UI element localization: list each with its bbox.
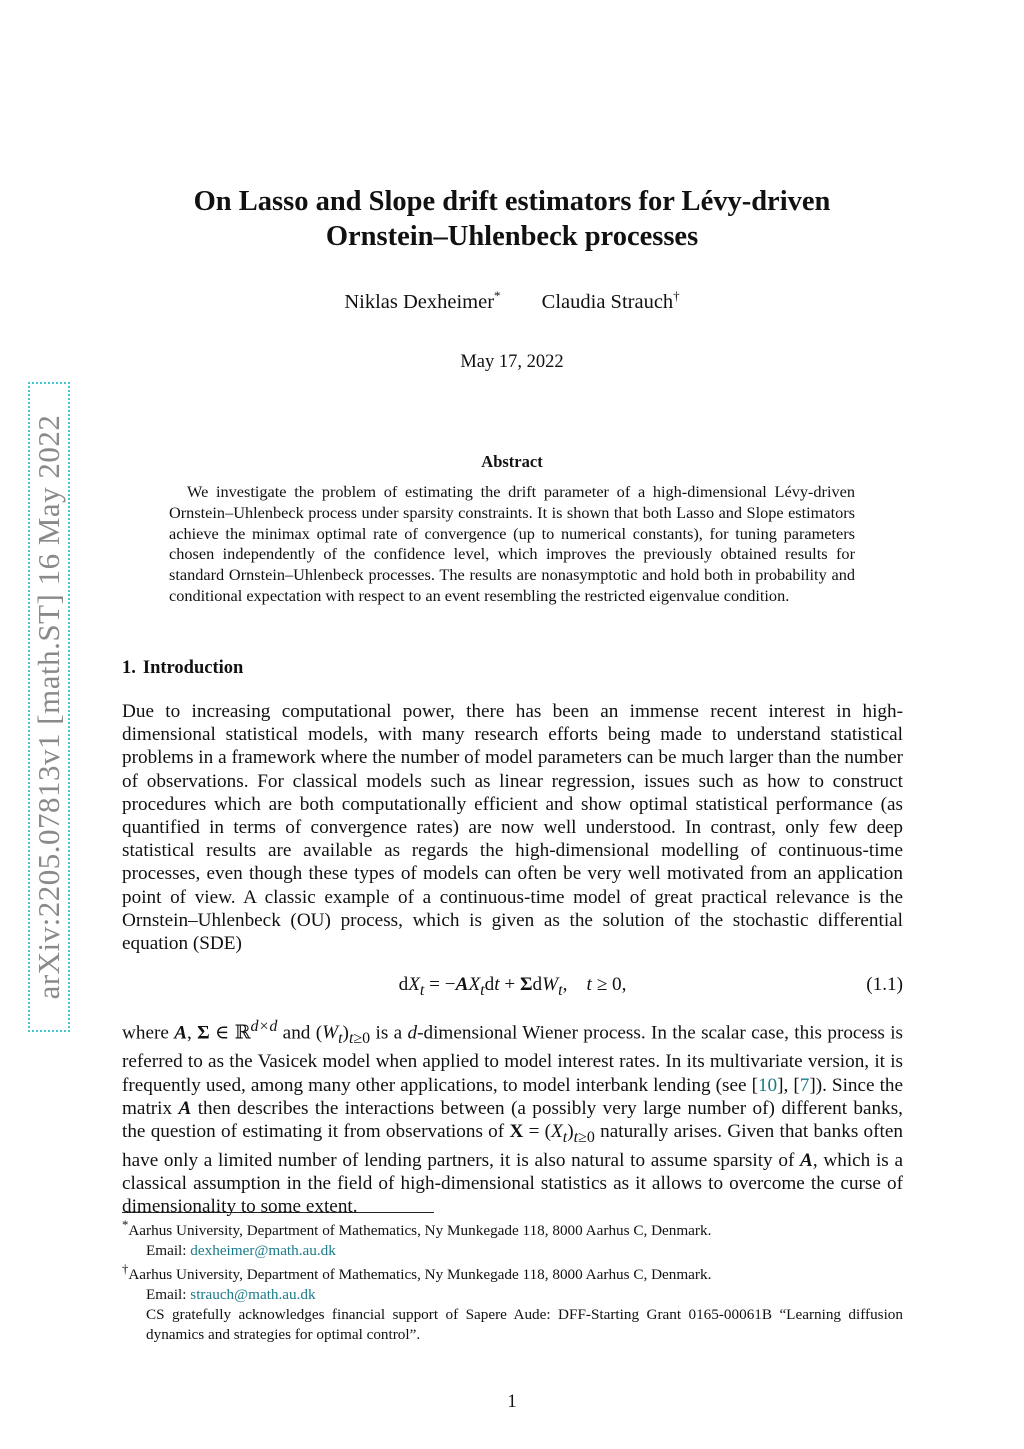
author-1-name: Niklas Dexheimer [344,290,495,313]
footnote-2-email-label: Email: [146,1286,187,1304]
paragraph2-text-2: -dimensional Wiener process. In the scalar case, this process is referred to as the Vasicek model when applied to model interest rates. In its multivariate version, it is frequently used, among many other applications, to model interbank lending (see [122,1022,904,1096]
section-heading-introduction [122,658,243,679]
author-2-name: Claudia Strauch [541,290,674,313]
email-link-dexheimer[interactable]: dexheimer@math.au.dk [190,1241,336,1259]
author-1-footnote-mark[interactable]: * [494,288,501,303]
title-line-1: On Lasso and Slope drift estimators for Lévy-driven [193,186,831,217]
section-title: Introduction [142,658,244,678]
citation-7[interactable]: 7 [799,1074,810,1096]
footnote-2-text: Aarhus University, Department of Mathematics, Ny Munkegade 118, 8000 Aarhus C, Denmark. [128,1266,712,1284]
paper-title [150,184,874,254]
arxiv-identifier-text: arXiv:2205.07813v1 [math.ST] 16 May 2022 [31,414,66,1000]
author-2-footnote-mark[interactable]: † [673,288,680,303]
introduction-paragraph-1: Due to increasing computational power, there has been an immense recent interest in high-dimensional statistical models, with many research efforts being made to understand statistical problems in a framework where the number of model parameters can be much larger than the number of observations. For classical models such as linear regression, issues such as how to construct procedures which are both computationally efficient and show optimal statistical performance (as quantified in terms of convergence rates) are now well understood. In contrast, only few deep statistical results are available as regards the high-dimensional modelling of continuous-time processes, even though these types of models can often be very well motivated from an application point of view. A classic example of a continuous-time model of great practical relevance is the Ornstein–Uhlenbeck (OU) process, which is given as the solution of the stochastic differential equation (SDE) [122,701,903,955]
paragraph2-text-6: , which is a classical assumption in the field of high-dimensional statistics as it allows to overcome the curse of dimensionality to some extent. [122,1150,903,1218]
footnote-1-mark: * [122,1218,129,1232]
page-number: 1 [507,1392,517,1412]
footnote-2-affiliation [122,1260,903,1285]
footnote-2-acknowledgement: CS gratefully acknowledges financial support of Sapere Aude: DFF-Starting Grant 0165-00061B “Learning diffusion dynamics and strategies for optimal control”. [146,1305,903,1343]
arxiv-identifier-stamp [28,382,70,1032]
footnote-2-email-line [122,1285,903,1305]
author-2 [541,288,680,313]
title-line-2: Ornstein–Uhlenbeck processes [325,221,699,252]
footnote-1-affiliation [122,1216,903,1241]
author-list [0,288,1024,314]
abstract-body: We investigate the problem of estimating the drift parameter of a high-dimensional Lévy-driven Ornstein–Uhlenbeck process under sparsity constraints. It is shown that both Lasso and Slope estimators achieve the minimax optimal rate of convergence (up to numerical constants), for tuning parameters chosen independently of the confidence level, which improves the previously obtained results for standard Ornstein–Uhlenbeck processes. The results are nonasymptotic and hold both in probability and conditional expectation with respect to an event resembling the restricted eigenvalue condition. [169,482,855,605]
footnote-1-text: Aarhus University, Department of Mathematics, Ny Munkegade 118, 8000 Aarhus C, Denmark. [128,1222,712,1240]
footnote-1-email-line [122,1241,903,1261]
paragraph2-text-4: then describes the interactions between (a possibly very large number of) different banks, the question of estimating it from observations of [122,1097,903,1143]
citation-10[interactable]: 10 [757,1074,778,1096]
paragraph2-text-1: is a [375,1022,403,1044]
sde-equation: $dX_t = -AX_tdt + \Sigma dW_t$, t ≥ 0, [398,974,627,999]
introduction-paragraph-2: where A, Σ ∈ ℝ$^{d\times d}$ and $(W_t)_{t\ge 0}$ is a d-dimensional Wiener process. In the scalar case, this process is referred to as the Vasicek model when applied to model interest rates. In its multivariate version, it is frequently used, among many other applications, to model interbank lending (see [10], [7]). Since the matrix A then describes the interactions between (a possibly very large number of) different banks, the question of estimating it from observations of $X = (X_t)_{t\ge 0}$ naturally arises. Given that banks often have only a limited number of lending partners, it is also natural to assume sparsity of A, which is a classical assumption in the field of high-dimensional statistics as it allows to overcome the curse of dimensionality to some extent. [122,1018,904,1218]
abstract-heading: Abstract [481,452,543,471]
publication-date: May 17, 2022 [460,352,564,372]
paragraph2-text-5: naturally arises. Given that banks often have only a limited number of lending partners, it is also natural to assume sparsity of [122,1121,903,1172]
paragraph2-text-3: ). Since the matrix [122,1074,904,1119]
footnote-2-mark: † [122,1262,129,1277]
section-number: 1. [122,658,136,678]
footnote-1-email-label: Email: [146,1241,187,1259]
email-link-strauch[interactable]: strauch@math.au.dk [190,1286,316,1304]
footnote-divider [122,1212,434,1213]
author-1 [344,288,501,313]
equation-number: (1.1) [866,974,903,995]
footnotes [122,1216,903,1344]
